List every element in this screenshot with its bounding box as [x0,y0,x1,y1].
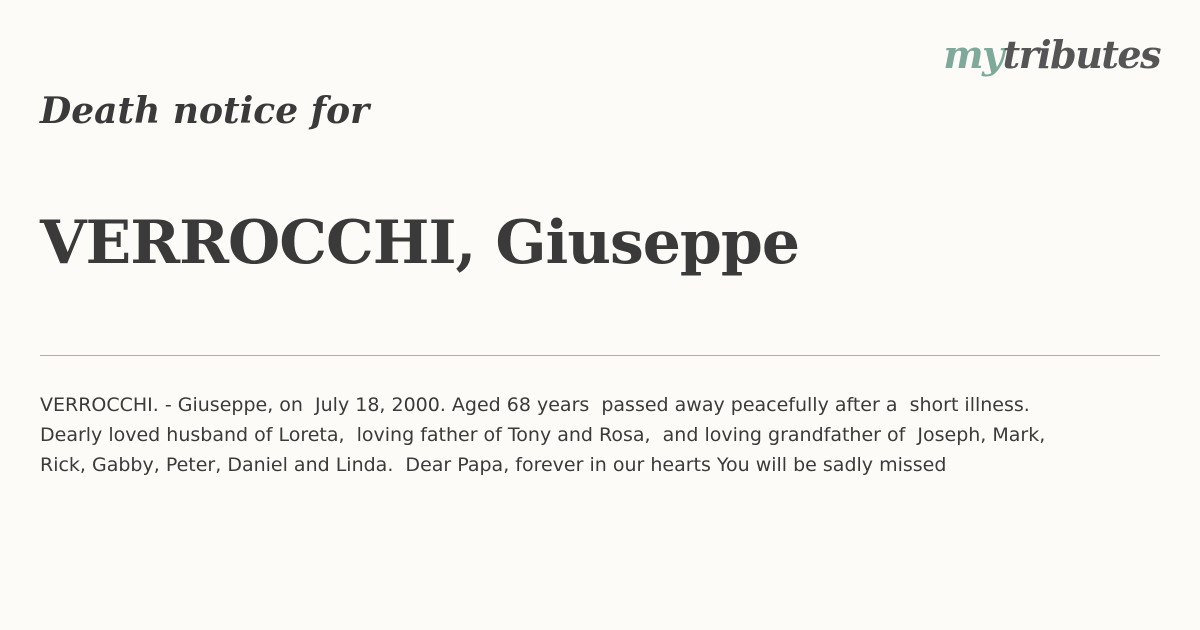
divider [40,355,1160,356]
logo-tributes: tributes [1002,32,1160,77]
death-notice-intro: Death notice for [40,90,370,132]
mytributes-logo[interactable] [943,32,1160,77]
logo-my: my [943,32,1003,77]
notice-line: VERROCCHI. - Giuseppe, on July 18, 2000. Aged 68 years passed away peacefully after a short illness. [40,394,1030,416]
notice-text [40,390,1130,480]
deceased-name: VERROCCHI, Giuseppe [40,208,800,278]
notice-line: Rick, Gabby, Peter, Daniel and Linda. Dear Papa, forever in our hearts You will be sadly missed [40,454,947,476]
notice-line: Dearly loved husband of Loreta, loving father of Tony and Rosa, and loving grandfather of Joseph, Mark, [40,424,1046,446]
